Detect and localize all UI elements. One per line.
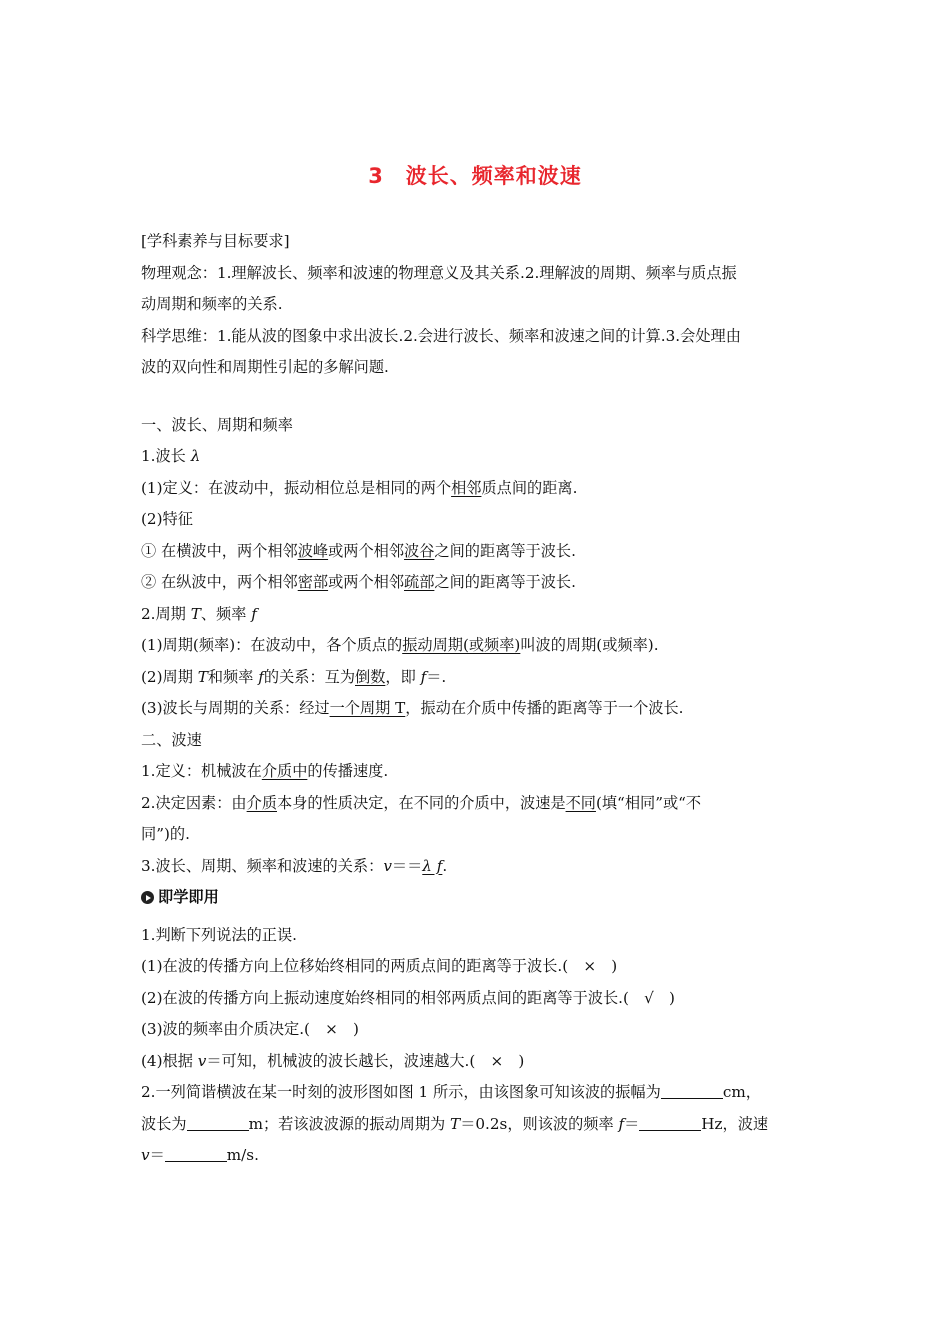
answer-blank: 密部 [297,573,329,591]
judgement-4: (4)根据 v＝可知，机械波的波长越长，波速越大.( × ) [141,1051,525,1070]
answer-blank: 波谷 [404,541,435,560]
fill-blank-frequency[interactable] [639,1114,701,1131]
judgement-1: (1)在波的传播方向上位移始终相同的两质点间的距离等于波长.( × ) [141,957,618,975]
period-frequency-relation: (2)周期 T和频率 f的关系：互为倒数，即 f＝. [141,667,447,686]
answer-blank: 不同 [565,793,596,812]
answer-blank: 波峰 [297,541,329,560]
physics-goal-line2: 动周期和频率的关系. [141,295,283,313]
speed-factor-line1: 2.决定因素：由介质本身的性质决定，在不同的介质中，波速是不同(填“相同”或“不 [141,793,702,812]
section2-heading: 二、波速 [141,730,202,749]
wavelength-feature: (2)特征 [141,510,193,528]
wavelength-definition: (1)定义：在波动中，振动相位总是相同的两个相邻质点间的距离. [141,478,578,497]
answer-blank: 倒数 [355,667,386,686]
answer-blank: 振动周期(或频率) [402,636,521,654]
speed-definition: 1.定义：机械波在介质中的传播速度. [141,762,389,780]
answer-blank: λ f [422,856,443,875]
physics-goal-line1: 物理观念：1.理解波长、频率和波速的物理意义及其关系.2.理解波的周期、频率与质点振 [141,263,737,282]
play-icon [141,891,154,904]
fill-blank-amplitude[interactable] [661,1082,723,1099]
section1-heading: 一、波长、周期和频率 [141,415,293,434]
wavelength-label: 1.波长 λ [141,447,201,465]
goals-header: [学科素养与目标要求] [141,232,290,250]
answer-blank: 相邻 [451,478,482,497]
question-2-line3: v＝ m/s. [141,1146,259,1164]
answer-blank: 介质中 [261,762,308,780]
answer-blank: 疏部 [404,573,435,591]
period-definition: (1)周期(频率)：在波动中，各个质点的振动周期(或频率)叫波的周期(或频率). [141,636,659,654]
thinking-goal-line1: 科学思维：1.能从波的图象中求出波长.2.会进行波长、频率和波速之间的计算.3.会处理由 [141,326,741,345]
answer-blank: 介质 [246,793,277,812]
page-title: 3 波长、频率和波速 [368,164,582,188]
fill-blank-wavelength[interactable] [187,1114,249,1131]
practice-heading: 即学即用 [141,882,811,914]
speed-relation: 3.波长、周期、频率和波速的关系：v＝＝λ f. [141,856,448,875]
feature-transverse: ① 在横波中，两个相邻波峰或两个相邻波谷之间的距离等于波长. [141,541,576,560]
thinking-goal-line2: 波的双向性和周期性引起的多解问题. [141,358,389,376]
answer-blank: 一个周期 T [329,699,406,717]
question-1: 1.判断下列说法的正误. [141,925,298,944]
question-2-line1: 2.一列简谐横波在某一时刻的波形图如图 1 所示，由该图象可知该波的振幅为 cm， [141,1083,761,1101]
judgement-3: (3)波的频率由介质决定.( × ) [141,1020,359,1038]
judgement-2: (2)在波的传播方向上振动速度始终相同的相邻两质点间的距离等于波长.( √ ) [141,988,675,1007]
fill-blank-speed[interactable] [165,1145,227,1162]
feature-longitudinal: ② 在纵波中，两个相邻密部或两个相邻疏部之间的距离等于波长. [141,573,576,591]
period-label: 2.周期 T、频率 f [141,604,257,623]
wavelength-period-relation: (3)波长与周期的关系：经过一个周期 T，振动在介质中传播的距离等于一个波长. [141,699,684,717]
speed-factor-line2: 同”)的. [141,825,190,843]
question-2-line2: 波长为 m；若该波波源的振动周期为 T＝0.2s，则该波的频率 f＝ Hz，波速 [141,1114,769,1133]
document-body [141,226,811,1172]
